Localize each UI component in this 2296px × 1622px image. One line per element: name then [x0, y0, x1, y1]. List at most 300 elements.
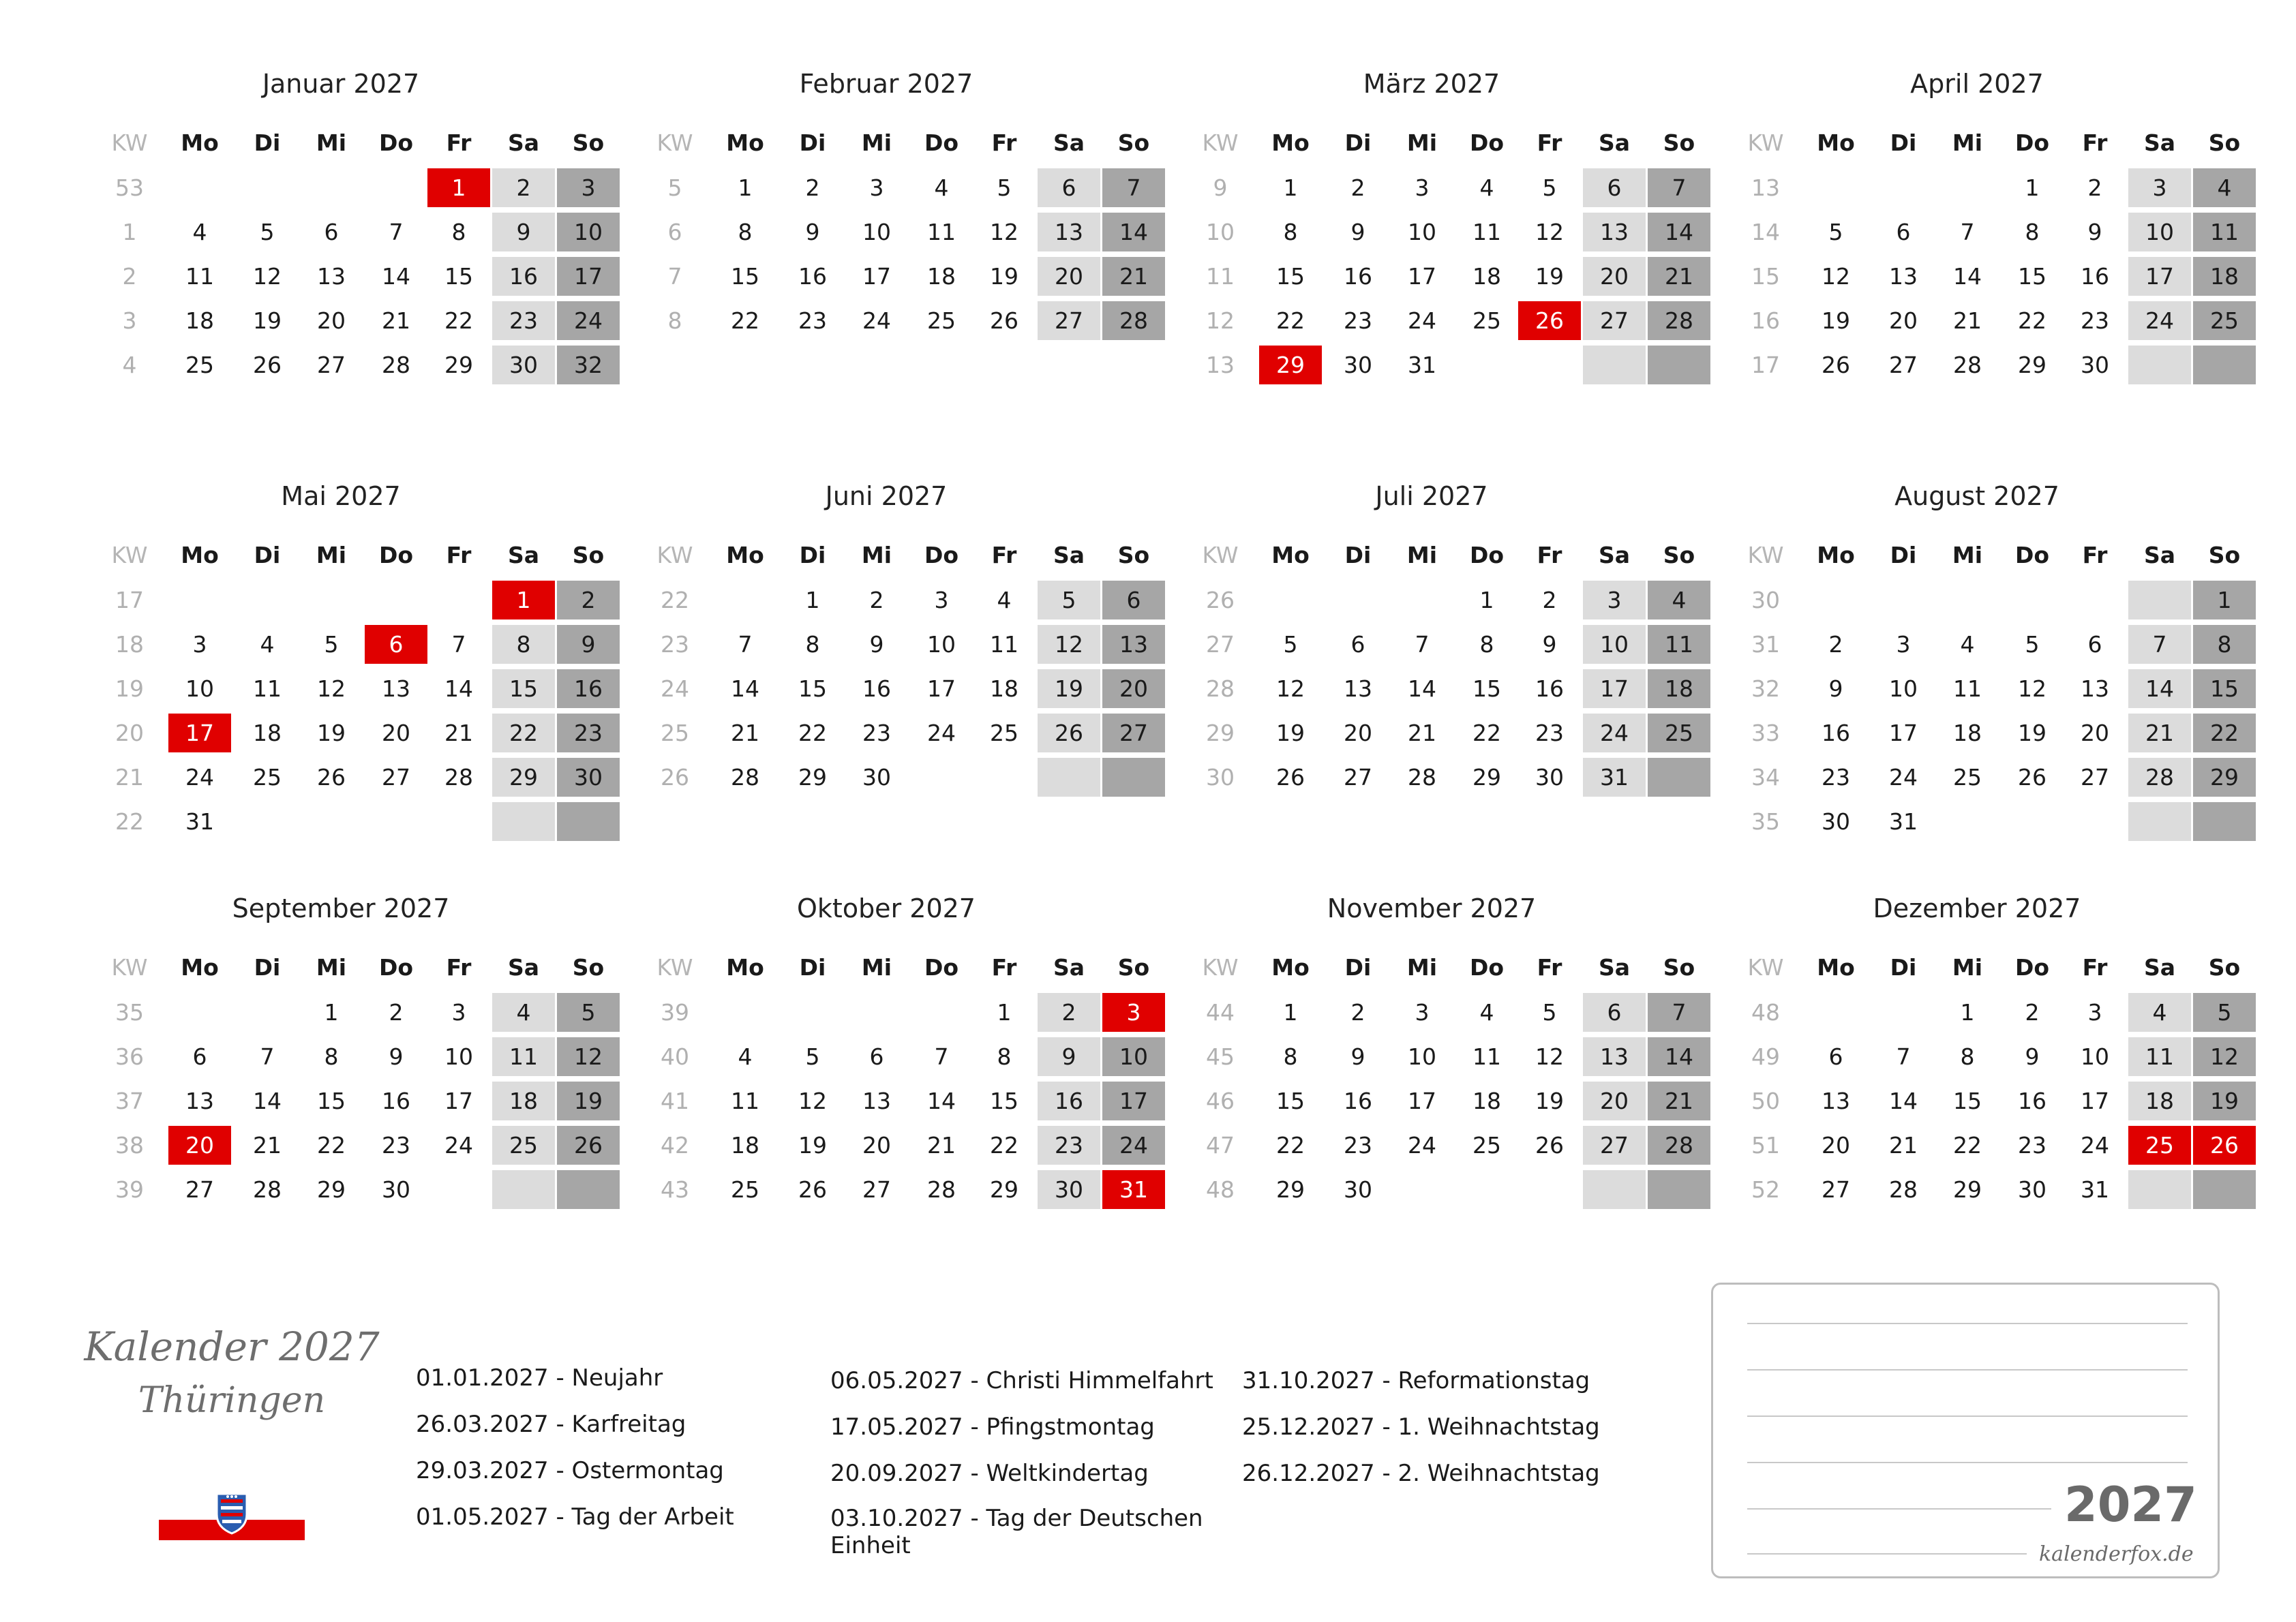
day-cell: 8 — [997, 1043, 1012, 1070]
day-cell: 22 — [1276, 307, 1305, 334]
day-cell: 3 — [557, 168, 620, 207]
weekday-header: Mo — [1271, 129, 1310, 156]
kw-header: KW — [656, 542, 693, 568]
day-cell: 13 — [317, 263, 346, 290]
day-cell: 28 — [1953, 352, 1982, 378]
weekday-header: Sa — [2143, 542, 2176, 568]
day-cell: 5 — [1542, 999, 1557, 1026]
day-cell: 15 — [2193, 669, 2256, 708]
weekday-header: Mo — [1817, 542, 1855, 568]
day-cell — [1872, 168, 1935, 207]
day-cell: 3 — [451, 999, 466, 1026]
week-number: 6 — [667, 219, 682, 245]
day-cell: 18 — [1953, 720, 1982, 746]
day-cell: 23 — [2018, 1132, 2046, 1159]
day-cell — [2064, 802, 2126, 841]
month-title: August 2027 — [1894, 481, 2059, 511]
day-cell: 21 — [1953, 307, 1982, 334]
day-cell: 28 — [382, 352, 410, 378]
kw-header: KW — [1747, 129, 1784, 156]
kw-header: KW — [1202, 542, 1239, 568]
day-cell — [1518, 1170, 1581, 1209]
week-number: 47 — [1206, 1132, 1235, 1159]
day-cell: 17 — [444, 1088, 473, 1114]
week-number: 2 — [122, 263, 137, 290]
weekday-header: Sa — [1053, 542, 1085, 568]
day-cell: 3 — [2087, 999, 2102, 1026]
week-number: 38 — [115, 1132, 144, 1159]
day-cell: 30 — [492, 346, 555, 384]
week-number: 30 — [1206, 764, 1235, 791]
day-cell: 2 — [492, 168, 555, 207]
day-cell: 15 — [731, 263, 759, 290]
day-cell: 23 — [1822, 764, 1850, 791]
weekday-header: Sa — [1053, 129, 1085, 156]
day-cell: 25 — [1953, 764, 1982, 791]
day-cell: 5 — [997, 174, 1012, 201]
week-number: 48 — [1751, 999, 1780, 1026]
day-cell: 11 — [492, 1037, 555, 1076]
day-cell: 18 — [990, 675, 1018, 702]
day-cell: 26 — [2018, 764, 2046, 791]
day-cell: 18 — [731, 1132, 759, 1159]
week-number: 9 — [1213, 174, 1228, 201]
day-cell: 10 — [1102, 1037, 1165, 1076]
week-number: 36 — [115, 1043, 144, 1070]
day-cell: 11 — [927, 219, 956, 245]
day-cell: 12 — [317, 675, 346, 702]
day-cell — [845, 993, 908, 1032]
day-cell: 29 — [798, 764, 827, 791]
week-number: 28 — [1206, 675, 1235, 702]
weekday-header: Mi — [1952, 954, 1983, 981]
day-cell: 11 — [253, 675, 282, 702]
thuringia-flag — [159, 1499, 305, 1540]
day-cell: 20 — [1102, 669, 1165, 708]
day-cell: 30 — [1822, 808, 1850, 835]
day-cell: 18 — [2193, 257, 2256, 296]
day-cell: 22 — [2193, 714, 2256, 752]
day-cell: 22 — [990, 1132, 1018, 1159]
holiday-item: 01.05.2027 - Tag der Arbeit — [416, 1503, 734, 1531]
weekday-header: Do — [378, 542, 414, 568]
day-cell — [2128, 1170, 2191, 1209]
weekday-header: Mi — [861, 954, 892, 981]
holiday-item: 01.01.2027 - Neujahr — [416, 1364, 663, 1392]
day-cell: 26 — [1276, 764, 1305, 791]
weekday-header: Do — [2014, 954, 2050, 981]
day-cell: 6 — [1828, 1043, 1843, 1070]
day-cell: 31 — [1889, 808, 1918, 835]
day-cell: 4 — [2193, 168, 2256, 207]
day-cell: 30 — [382, 1176, 410, 1203]
day-cell: 9 — [1828, 675, 1843, 702]
day-cell — [557, 1170, 620, 1209]
day-cell: 27 — [1038, 301, 1100, 340]
kw-header: KW — [656, 954, 693, 981]
day-cell: 22 — [444, 307, 473, 334]
weekday-header: Mi — [316, 129, 347, 156]
holiday-item: 17.05.2027 - Pfingstmontag — [830, 1413, 1155, 1441]
weekday-header: Mo — [726, 542, 764, 568]
day-cell: 28 — [253, 1176, 282, 1203]
day-cell: 24 — [444, 1132, 473, 1159]
day-cell: 31 — [1583, 758, 1646, 797]
day-cell: 14 — [382, 263, 410, 290]
day-cell: 25 — [2193, 301, 2256, 340]
day-cell: 28 — [1102, 301, 1165, 340]
weekday-header: Sa — [1598, 954, 1631, 981]
day-cell: 29 — [2193, 758, 2256, 797]
day-cell — [365, 802, 427, 841]
day-cell: 17 — [2128, 257, 2191, 296]
week-number: 30 — [1751, 587, 1780, 613]
week-number: 24 — [661, 675, 689, 702]
day-cell: 2 — [2025, 999, 2040, 1026]
day-cell: 28 — [731, 764, 759, 791]
day-cell: 7 — [1102, 168, 1165, 207]
day-cell: 25 — [927, 307, 956, 334]
weekday-header: So — [1117, 542, 1150, 568]
week-number: 52 — [1751, 1176, 1780, 1203]
weekday-header: Di — [799, 542, 826, 568]
day-cell: 10 — [444, 1043, 473, 1070]
day-cell — [1648, 1170, 1710, 1209]
day-cell: 27 — [862, 1176, 891, 1203]
day-cell: 25 — [253, 764, 282, 791]
day-cell: 5 — [324, 631, 339, 658]
weekday-header: Mi — [1406, 954, 1438, 981]
day-cell: 26 — [798, 1176, 827, 1203]
day-cell — [1259, 581, 1322, 619]
day-cell: 28 — [1648, 301, 1710, 340]
day-cell: 16 — [862, 675, 891, 702]
day-cell: 29 — [1276, 1176, 1305, 1203]
day-cell: 4 — [260, 631, 275, 658]
day-cell: 29 — [2018, 352, 2046, 378]
day-cell: 14 — [927, 1088, 956, 1114]
day-cell: 29 — [492, 758, 555, 797]
day-cell: 2 — [1350, 999, 1365, 1026]
day-cell: 5 — [1038, 581, 1100, 619]
day-cell: 2 — [1828, 631, 1843, 658]
day-cell: 19 — [1535, 263, 1564, 290]
kw-header: KW — [111, 954, 148, 981]
day-cell: 20 — [317, 307, 346, 334]
day-cell: 1 — [1479, 587, 1494, 613]
day-cell: 23 — [1535, 720, 1564, 746]
day-cell: 13 — [382, 675, 410, 702]
weekday-header: Mo — [181, 954, 219, 981]
month-title: Dezember 2027 — [1873, 893, 2081, 923]
weekday-header: Mo — [726, 129, 764, 156]
day-cell: 11 — [1472, 1043, 1501, 1070]
weekday-header: Fr — [446, 129, 472, 156]
week-number: 19 — [115, 675, 144, 702]
week-number: 3 — [122, 307, 137, 334]
day-cell: 19 — [1276, 720, 1305, 746]
day-cell: 10 — [1889, 675, 1918, 702]
day-cell: 24 — [2081, 1132, 2109, 1159]
day-cell: 14 — [1102, 213, 1165, 251]
day-cell — [365, 168, 427, 207]
day-cell: 22 — [731, 307, 759, 334]
week-number: 29 — [1206, 720, 1235, 746]
day-cell: 4 — [738, 1043, 753, 1070]
day-cell — [168, 993, 231, 1032]
weekday-header: So — [1663, 129, 1695, 156]
day-cell: 22 — [2018, 307, 2046, 334]
day-cell — [557, 802, 620, 841]
day-cell: 19 — [317, 720, 346, 746]
week-number: 35 — [115, 999, 144, 1026]
day-cell: 7 — [1896, 1043, 1911, 1070]
day-cell: 24 — [185, 764, 214, 791]
note-line — [1747, 1323, 2188, 1324]
weekday-header: Mo — [1271, 954, 1310, 981]
day-cell: 17 — [1102, 1082, 1165, 1120]
weekday-header: Mo — [1817, 954, 1855, 981]
holiday-day-cell: 1 — [492, 581, 555, 619]
weekday-header: Do — [378, 129, 414, 156]
day-cell: 17 — [1889, 720, 1918, 746]
day-cell: 18 — [492, 1082, 555, 1120]
day-cell: 2 — [2087, 174, 2102, 201]
day-cell: 23 — [2081, 307, 2109, 334]
holiday-day-cell: 20 — [168, 1126, 231, 1165]
day-cell: 21 — [382, 307, 410, 334]
day-cell: 6 — [1350, 631, 1365, 658]
day-cell: 30 — [2018, 1176, 2046, 1203]
weekday-header: Mi — [1952, 542, 1983, 568]
day-cell: 21 — [2128, 714, 2191, 752]
weekday-header: Do — [924, 542, 959, 568]
day-cell: 17 — [1408, 1088, 1436, 1114]
day-cell: 1 — [738, 174, 753, 201]
day-cell: 16 — [492, 257, 555, 296]
day-cell: 12 — [253, 263, 282, 290]
day-cell: 11 — [1472, 219, 1501, 245]
holiday-day-cell: 1 — [427, 168, 490, 207]
weekday-header: Fr — [991, 954, 1017, 981]
day-cell — [781, 993, 844, 1032]
day-cell: 26 — [317, 764, 346, 791]
region-name: Thüringen — [138, 1380, 326, 1421]
week-number: 50 — [1751, 1088, 1780, 1114]
note-line — [1747, 1508, 2051, 1510]
day-cell: 22 — [492, 714, 555, 752]
day-cell — [300, 581, 363, 619]
day-cell: 4 — [1479, 999, 1494, 1026]
day-cell: 10 — [557, 213, 620, 251]
day-cell: 15 — [798, 675, 827, 702]
day-cell: 8 — [805, 631, 820, 658]
day-cell: 16 — [1344, 1088, 1372, 1114]
day-cell: 9 — [389, 1043, 404, 1070]
week-number: 26 — [1206, 587, 1235, 613]
day-cell: 8 — [1283, 219, 1298, 245]
weekday-header: Di — [1890, 542, 1917, 568]
day-cell: 13 — [862, 1088, 891, 1114]
day-cell: 14 — [444, 675, 473, 702]
day-cell: 15 — [1276, 1088, 1305, 1114]
holiday-day-cell: 17 — [168, 714, 231, 752]
day-cell: 11 — [990, 631, 1018, 658]
day-cell: 13 — [1102, 625, 1165, 664]
day-cell — [1936, 581, 1999, 619]
day-cell: 26 — [1535, 1132, 1564, 1159]
day-cell: 19 — [2193, 1082, 2256, 1120]
week-number: 17 — [1751, 352, 1780, 378]
weekday-header: Fr — [991, 542, 1017, 568]
day-cell: 23 — [557, 714, 620, 752]
holiday-day-cell: 26 — [1518, 301, 1581, 340]
weekday-header: Mi — [861, 542, 892, 568]
day-cell: 26 — [253, 352, 282, 378]
week-number: 39 — [115, 1176, 144, 1203]
month-title: April 2027 — [1910, 69, 2044, 99]
week-number: 43 — [661, 1176, 689, 1203]
day-cell: 21 — [444, 720, 473, 746]
day-cell: 18 — [927, 263, 956, 290]
weekday-header: Do — [2014, 129, 2050, 156]
week-number: 12 — [1206, 307, 1235, 334]
weekday-header: So — [572, 542, 605, 568]
day-cell — [1327, 581, 1389, 619]
day-cell: 17 — [1408, 263, 1436, 290]
day-cell: 7 — [1648, 993, 1710, 1032]
day-cell: 27 — [382, 764, 410, 791]
day-cell: 25 — [1648, 714, 1710, 752]
day-cell: 14 — [731, 675, 759, 702]
holiday-item: 06.05.2027 - Christi Himmelfahrt — [830, 1367, 1213, 1394]
weekday-header: So — [2208, 954, 2241, 981]
day-cell: 28 — [1408, 764, 1436, 791]
month-title: Juni 2027 — [825, 481, 948, 511]
holiday-day-cell: 6 — [365, 625, 427, 664]
month-title: Juli 2027 — [1375, 481, 1488, 511]
weekday-header: Do — [378, 954, 414, 981]
day-cell: 15 — [1953, 1088, 1982, 1114]
holiday-column-3 — [1242, 1358, 1624, 1497]
weekday-header: Mi — [316, 954, 347, 981]
day-cell — [236, 993, 299, 1032]
day-cell: 12 — [557, 1037, 620, 1076]
day-cell: 11 — [2128, 1037, 2191, 1076]
day-cell: 16 — [382, 1088, 410, 1114]
weekday-header: Sa — [1598, 129, 1631, 156]
day-cell: 22 — [1276, 1132, 1305, 1159]
weekday-header: Di — [254, 129, 281, 156]
day-cell: 15 — [2018, 263, 2046, 290]
day-cell: 14 — [2128, 669, 2191, 708]
day-cell — [2128, 802, 2191, 841]
week-number: 41 — [661, 1088, 689, 1114]
day-cell: 16 — [1038, 1082, 1100, 1120]
day-cell — [1804, 993, 1867, 1032]
day-cell: 13 — [185, 1088, 214, 1114]
weekday-header: Mi — [1952, 129, 1983, 156]
holiday-day-cell: 25 — [2128, 1126, 2191, 1165]
day-cell — [492, 802, 555, 841]
day-cell: 27 — [1583, 1126, 1646, 1165]
day-cell: 20 — [1889, 307, 1918, 334]
day-cell: 27 — [1344, 764, 1372, 791]
day-cell: 20 — [862, 1132, 891, 1159]
day-cell: 13 — [1822, 1088, 1850, 1114]
day-cell: 8 — [2025, 219, 2040, 245]
day-cell: 20 — [1344, 720, 1372, 746]
weekday-header: Mi — [1406, 542, 1438, 568]
week-number: 42 — [661, 1132, 689, 1159]
weekday-header: Sa — [1053, 954, 1085, 981]
day-cell — [1804, 581, 1867, 619]
day-cell: 7 — [738, 631, 753, 658]
day-cell: 3 — [1896, 631, 1911, 658]
day-cell: 5 — [1542, 174, 1557, 201]
weekday-header: Sa — [2143, 129, 2176, 156]
day-cell: 19 — [798, 1132, 827, 1159]
day-cell — [1804, 168, 1867, 207]
day-cell: 21 — [253, 1132, 282, 1159]
day-cell: 19 — [990, 263, 1018, 290]
day-cell: 5 — [557, 993, 620, 1032]
weekday-header: Sa — [1598, 542, 1631, 568]
day-cell: 24 — [1408, 1132, 1436, 1159]
day-cell: 2 — [1038, 993, 1100, 1032]
day-cell: 19 — [1822, 307, 1850, 334]
day-cell — [236, 581, 299, 619]
day-cell: 24 — [1583, 714, 1646, 752]
weekday-header: So — [1663, 954, 1695, 981]
notes-box — [1711, 1283, 2220, 1578]
day-cell: 3 — [1415, 174, 1430, 201]
week-number: 45 — [1206, 1043, 1235, 1070]
week-number: 40 — [661, 1043, 689, 1070]
day-cell: 1 — [2025, 174, 2040, 201]
week-number: 49 — [1751, 1043, 1780, 1070]
holiday-item: 20.09.2027 - Weltkindertag — [830, 1460, 1149, 1487]
day-cell: 9 — [869, 631, 884, 658]
day-cell: 9 — [805, 219, 820, 245]
weekday-header: So — [2208, 542, 2241, 568]
holiday-day-cell: 29 — [1259, 346, 1322, 384]
day-cell: 19 — [1535, 1088, 1564, 1114]
month-title: September 2027 — [232, 893, 450, 923]
day-cell — [1872, 993, 1935, 1032]
day-cell: 30 — [1535, 764, 1564, 791]
day-cell: 18 — [185, 307, 214, 334]
weekday-header: Do — [1469, 954, 1505, 981]
holiday-item: 26.12.2027 - 2. Weihnachtstag — [1242, 1460, 1600, 1487]
day-cell: 30 — [1344, 1176, 1372, 1203]
day-cell: 29 — [990, 1176, 1018, 1203]
weekday-header: Di — [799, 954, 826, 981]
day-cell: 21 — [1102, 257, 1165, 296]
day-cell — [910, 758, 973, 797]
day-cell: 21 — [731, 720, 759, 746]
weekday-header: Fr — [2082, 954, 2108, 981]
day-cell: 19 — [2018, 720, 2046, 746]
note-line — [1747, 1462, 2188, 1463]
coat-of-arms-icon — [214, 1491, 250, 1535]
day-cell: 15 — [492, 669, 555, 708]
day-cell: 7 — [1648, 168, 1710, 207]
day-cell: 10 — [1408, 1043, 1436, 1070]
weekday-header: Fr — [991, 129, 1017, 156]
day-cell: 31 — [2081, 1176, 2109, 1203]
weekday-header: Di — [254, 954, 281, 981]
